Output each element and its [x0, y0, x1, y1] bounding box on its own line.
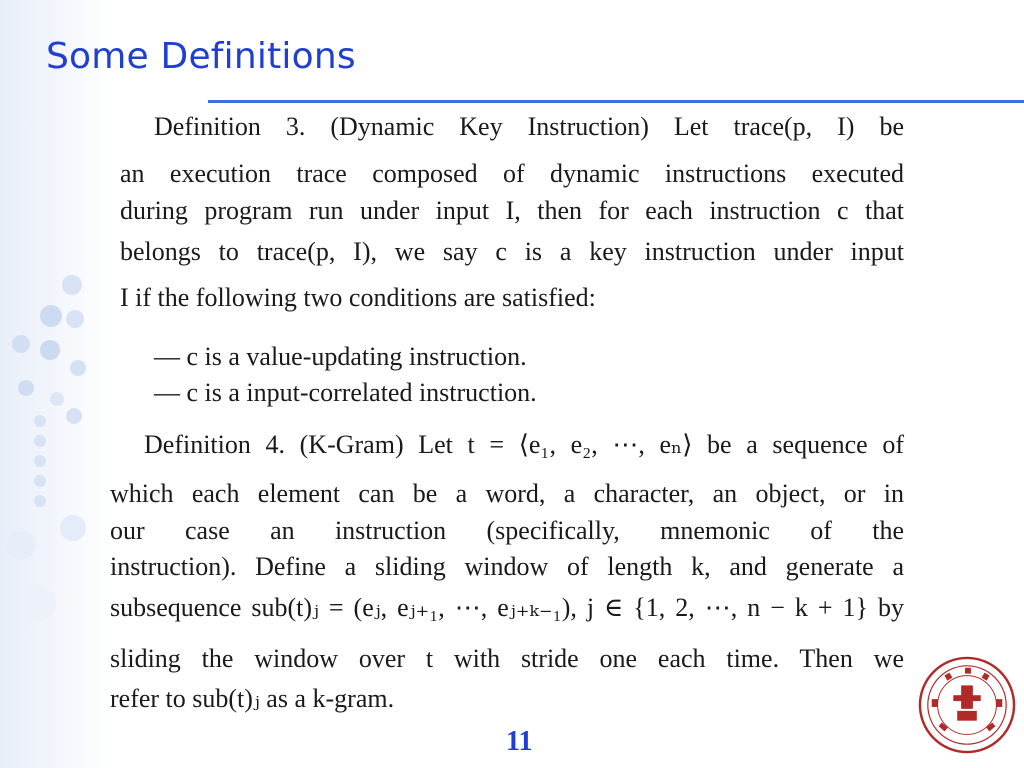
- definition-4-line-6: sliding the window over t with stride one each time. Then we: [110, 644, 904, 673]
- decor-dot: [50, 392, 64, 406]
- decor-dot: [34, 415, 46, 427]
- decorative-left-band: [0, 0, 112, 768]
- definition-3-line-5: I if the following two conditions are satisfied:: [120, 283, 596, 312]
- definition-4-line-5: subsequence sub(t)ⱼ = (eⱼ, eⱼ₊₁, ⋯, eⱼ₊ₖ₋₁), j ∈ {1, 2, ⋯, n − k + 1} by: [110, 593, 904, 622]
- definition-4-line-1: Definition 4. (K-Gram) Let t = ⟨e₁, e₂, ⋯, eₙ⟩ be a sequence of: [144, 430, 904, 459]
- decor-dot: [20, 585, 56, 621]
- title-underline: [208, 100, 1024, 103]
- definition-3-line-1: Definition 3. (Dynamic Key Instruction) Let trace(p, I) be: [154, 112, 904, 141]
- university-seal-logo: [918, 656, 1016, 754]
- definition-4-line-7: refer to sub(t)ⱼ as a k-gram.: [110, 684, 395, 713]
- decor-dot: [62, 275, 82, 295]
- definition-4-line-2: which each element can be a word, a character, an object, or in: [110, 479, 904, 508]
- definition-3-line-3: during program run under input I, then for each instruction c that: [120, 196, 904, 225]
- definition-3-line-4: belongs to trace(p, I), we say c is a key instruction under input: [120, 237, 904, 266]
- decor-dot: [18, 380, 34, 396]
- decor-dot: [34, 455, 46, 467]
- decor-dot: [34, 435, 46, 447]
- decor-dot: [66, 408, 82, 424]
- definition-4-line-3: our case an instruction (specifically, mnemonic of the: [110, 516, 904, 545]
- decor-dot: [40, 340, 60, 360]
- definition-3-bullet-2: — c is a input-correlated instruction.: [154, 378, 537, 407]
- scanned-text-region: [108, 104, 908, 728]
- definition-3-bullet-1: — c is a value-updating instruction.: [154, 342, 527, 371]
- decor-dot: [70, 360, 86, 376]
- decor-dot: [34, 475, 46, 487]
- definition-3-line-2: an execution trace composed of dynamic instructions executed: [120, 159, 904, 188]
- decor-dot: [60, 515, 86, 541]
- slide-title: Some Definitions: [46, 36, 356, 77]
- page-number: 11: [506, 726, 533, 757]
- decor-dot: [34, 495, 46, 507]
- decor-dot: [66, 310, 84, 328]
- decor-dot: [12, 335, 30, 353]
- definition-4-line-4: instruction). Define a sliding window of length k, and generate a: [110, 552, 904, 581]
- decor-dot: [40, 305, 62, 327]
- decor-dot: [6, 530, 36, 560]
